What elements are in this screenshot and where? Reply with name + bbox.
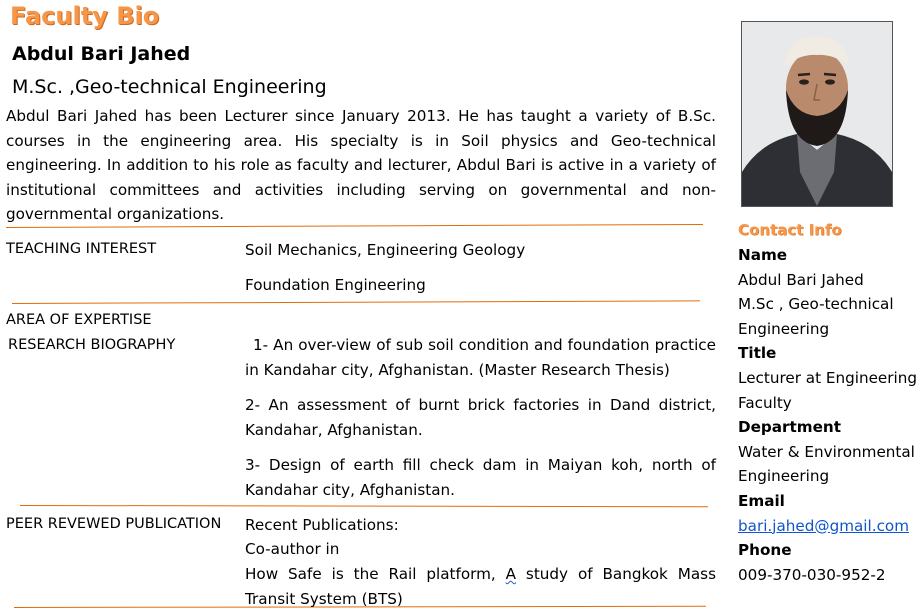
area-of-expertise-label: AREA OF EXPERTISE (6, 312, 152, 328)
contact-department-value: Water & Environmental Engineering (738, 442, 915, 486)
spellcheck-mark: A (505, 565, 517, 583)
research-biography-label: RESEARCH BIOGRAPHY (8, 337, 176, 353)
publication-title: How Safe is the Rail platform, A study of Bangkok Mass Transit System (BTS) (245, 565, 716, 608)
publication-heading: Recent Publications: (245, 516, 399, 534)
teaching-item: Foundation Engineering (245, 276, 426, 294)
teaching-item: Soil Mechanics, Engineering Geology (245, 241, 526, 259)
research-item: 3- Design of earth fill check dam in Maiyan koh, north of Kandahar city, Afghanistan. (245, 456, 716, 499)
contact-info-panel (738, 243, 923, 587)
teaching-interest-label: TEACHING INTEREST (6, 241, 157, 257)
portrait-image (742, 22, 892, 206)
faculty-photo (741, 21, 893, 207)
publication-coauthor: Co-author in (245, 540, 340, 558)
contact-title-value: Lecturer at Engineering Faculty (738, 368, 918, 412)
page-title: Faculty Bio (10, 2, 160, 30)
bio-paragraph: Abdul Bari Jahed has been Lecturer since January 2013. He has taught a variety of B.Sc. courses in the engineering area. His specialty is in Soil physics and Geo-technical engineering. In addition to his role as faculty and lecturer, Abdul Bari is active in a variety of institutional committees and activities including serving on governmental and non-governmental organizations. (6, 107, 716, 223)
research-item: 2- An assessment of burnt brick factories in Dand district, Kandahar, Afghanistan. (245, 396, 716, 439)
contact-degree-value: M.Sc , Geo-technical Engineering (738, 295, 894, 338)
faculty-name: Abdul Bari Jahed (12, 43, 191, 65)
separator-rule (12, 300, 700, 304)
contact-phone-label: Phone (738, 541, 792, 560)
publication-label: PEER REVEWED PUBLICATION (6, 516, 222, 532)
contact-department-label: Department (738, 418, 841, 437)
contact-info-header: Contact Info (738, 221, 842, 239)
contact-phone-value: 009-370-030-952-2 (738, 565, 886, 584)
contact-name-value: Abdul Bari Jahed (738, 270, 864, 289)
contact-title-label: Title (738, 344, 777, 363)
separator-rule (20, 505, 708, 507)
contact-email-label: Email (738, 491, 785, 510)
faculty-degree: M.Sc. ,Geo-technical Engineering (12, 76, 327, 98)
contact-name-label: Name (738, 246, 788, 264)
research-item: 1- An over-view of sub soil condition and foundation practice in Kandahar city, Afghanistan. (Master Research Thesis) (245, 336, 716, 379)
contact-email-link[interactable]: bari.jahed@gmail.com (738, 516, 910, 535)
